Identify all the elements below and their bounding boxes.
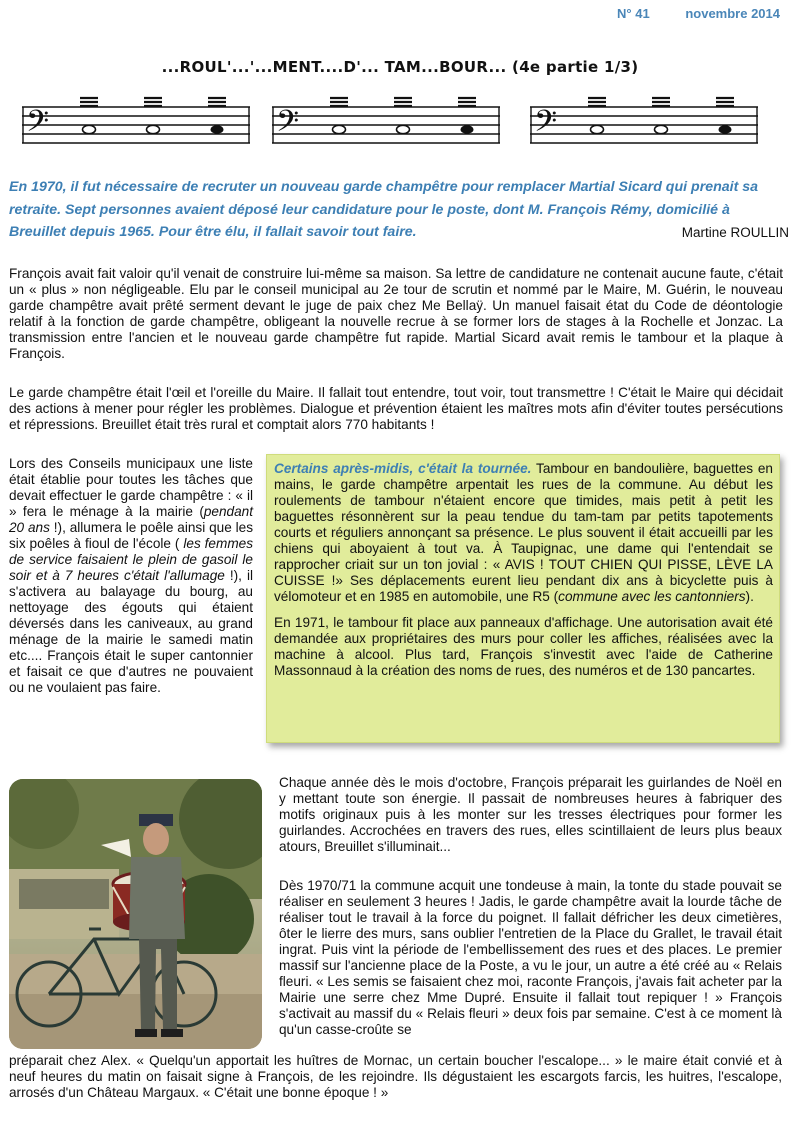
issue-date: novembre 2014 bbox=[685, 6, 780, 21]
article-title: ...ROUL'...'...MENT....D'... TAM...BOUR... (4e partie 1/3) bbox=[161, 58, 639, 76]
paragraph-role: Le garde champêtre était l'œil et l'oreille du Maire. Il fallait tout entendre, tout voir, tout transmettre ! C'était le Maire qui décidait des actions à mener pour régler les problèmes. Dialogue et prévention étaient les maîtres mots afin d'éviter toutes persécutions et répressions. Breuillet était très rural et comptait alors 770 habitants ! bbox=[9, 385, 783, 432]
text-run: Tambour en bandoulière, baguettes en mains, le garde champêtre arpentait les rues de la commune. Au début les roulements de tambour n'étaient encore que timides, mais petit à petit les baguettes résonnèrent sur la peau tendue du tam-tam par petits tapotements courts et réguliers annonçant sa présence. Le plus souvent il était accueilli par les chiens qui aboyaient à tout va. À Taupignac, une dame qui l'entendait se rapprocher criait sur un ton jovial : « AVIS ! TOUT CHIEN QUI PISSE, LÈVE LA CUISSE !» Ses déplacements eurent lieu pendant dix ans à bicyclette puis à vélomoteur et en 1985 en automobile, une R5 ( bbox=[274, 461, 773, 604]
page-header bbox=[585, 6, 780, 21]
music-staff-3 bbox=[530, 94, 758, 150]
paragraph-candidature: François avait fait valoir qu'il venait de construire lui-même sa maison. Sa lettre de candidature ne contenait aucune faute, c'était un « plus » non négligeable. Elu par le conseil municipal au 2e tour de scrutin et nommé par le Maire, M. Guérin, le nouveau garde champêtre avait prêté serment devant le juge de paix chez Me Bellaÿ. Un manuel faisait état du Code de déontologie relatif à la fonction de garde champêtre, obligeant la nouvelle recrue à se former lors de stages à la Rochelle et Jonzac. La transmission entre l'ancien et le nouveau garde champêtre fut rapide. Martial Sicard avait remis le tambour et la plaque à François. bbox=[9, 266, 783, 361]
author-name: Martine ROULLIN bbox=[681, 225, 789, 240]
music-staff-2 bbox=[272, 94, 500, 150]
box-lead: Certains après-midis, c'était la tournée. bbox=[274, 461, 532, 476]
paragraph-casse-croute: préparait chez Alex. « Quelqu'un apportait les huîtres de Mornac, un certain boucher l'escalope... » le maire était convié et à neuf heures du matin on faisait signe à François, de les rejoindre. Ils dégustaient les escargots farcis, les huitres, l'escalope, arrosés d'un Château Margaux. « C'était une bonne époque ! » bbox=[9, 1053, 782, 1100]
drummer-with-bicycle-photo bbox=[9, 779, 262, 1049]
paragraph-affichage: En 1971, le tambour fit place aux panneaux d'affichage. Une autorisation avait été demandée aux propriétaires des murs pour coller les affiches, réalisées avec la machine à alcool. Plus tard, François s'investit avec l'aide de Catherine Massonnaud à la création des noms de rues, des numéros et de 130 pancartes. bbox=[274, 615, 773, 678]
article-intro bbox=[9, 176, 789, 245]
bass-clef-icon: 𝄢 bbox=[534, 105, 558, 146]
text-run: Lors des Conseils municipaux une liste était établie pour toutes les tâches que devait effectuer le garde champêtre : « il » fera le ménage à la mairie ( bbox=[9, 456, 253, 519]
bass-clef-icon: 𝄢 bbox=[276, 105, 300, 146]
music-staff-1 bbox=[22, 94, 250, 150]
intro-text: En 1970, il fut nécessaire de recruter un nouveau garde champêtre pour remplacer Martial Sicard qui prenait sa retraite. Sept personnes avaient déposé leur candidature pour le poste, dont M. François Rémy, domicilié à Breuillet depuis 1965. Pour être élu, il fallait savoir tout faire. bbox=[9, 179, 759, 240]
highlight-box bbox=[266, 454, 780, 743]
text-run-italic: pendant 20 ans bbox=[9, 504, 253, 535]
paragraph-tournee bbox=[274, 461, 773, 605]
bass-clef-icon: 𝄢 bbox=[26, 105, 50, 146]
text-run-italic: les femmes de service faisaient le plein de gasoil le soir et à 7 heures c'était l'allumage bbox=[9, 536, 253, 583]
issue-number: N° 41 bbox=[617, 6, 650, 21]
text-run: !), il s'activera au balayage du bourg, au nettoyage des égouts qui étaient déversés dans les caniveaux, au grand ménage de la mairie le samedi matin etc.... François était le super cantonnier et faisait ce que d'autres ne pouvaient ou ne voulaient pas faire. bbox=[9, 568, 253, 695]
text-run-italic: commune avec les cantonniers bbox=[558, 589, 746, 604]
paragraph-tasks bbox=[9, 456, 253, 696]
text-run: !), allumera le poêle ainsi que les six poêles à fioul de l'école ( bbox=[9, 520, 253, 551]
paragraph-tondeuse: Dès 1970/71 la commune acquit une tondeuse à main, la tonte du stade pouvait se réaliser en seulement 3 heures ! Jadis, le garde champêtre avait la lourde tâche de réaliser tout le travail à la force du poignet. Il fallait défricher les deux cimetières, ôter le lierre des murs, sans oublier l'entretien de la Place du Grallet, le travail était ingrat. Puis vint la période de l'embellissement des rues et des places. Le premier massif sur l'ancienne place de la Poste, a vu le jour, un autre a été créé au « Relais fleuri. « Les semis se faisaient chez moi, raconte François, j'avais fait acheter par la Mairie une serre chez Mme Dupré. Ensuite il fallait tout repiquer ! » François s'activait au massif du « Relais fleuri » deux fois par semaine. C'est à ce moment là qu'un casse-croûte se bbox=[279, 878, 782, 1037]
paragraph-guirlandes: Chaque année dès le mois d'octobre, François préparait les guirlandes de Noël en y mettant toute son énergie. Il passait de nombreuses heures à fabriquer des motifs originaux puis à les monter sur les tresses électriques pour former les guirlandes. Accrochées en travers des rues, elles scintillaient de leurs plus beaux atours, Breuillet s'illuminait... bbox=[279, 775, 782, 854]
text-run: ). bbox=[745, 589, 754, 604]
